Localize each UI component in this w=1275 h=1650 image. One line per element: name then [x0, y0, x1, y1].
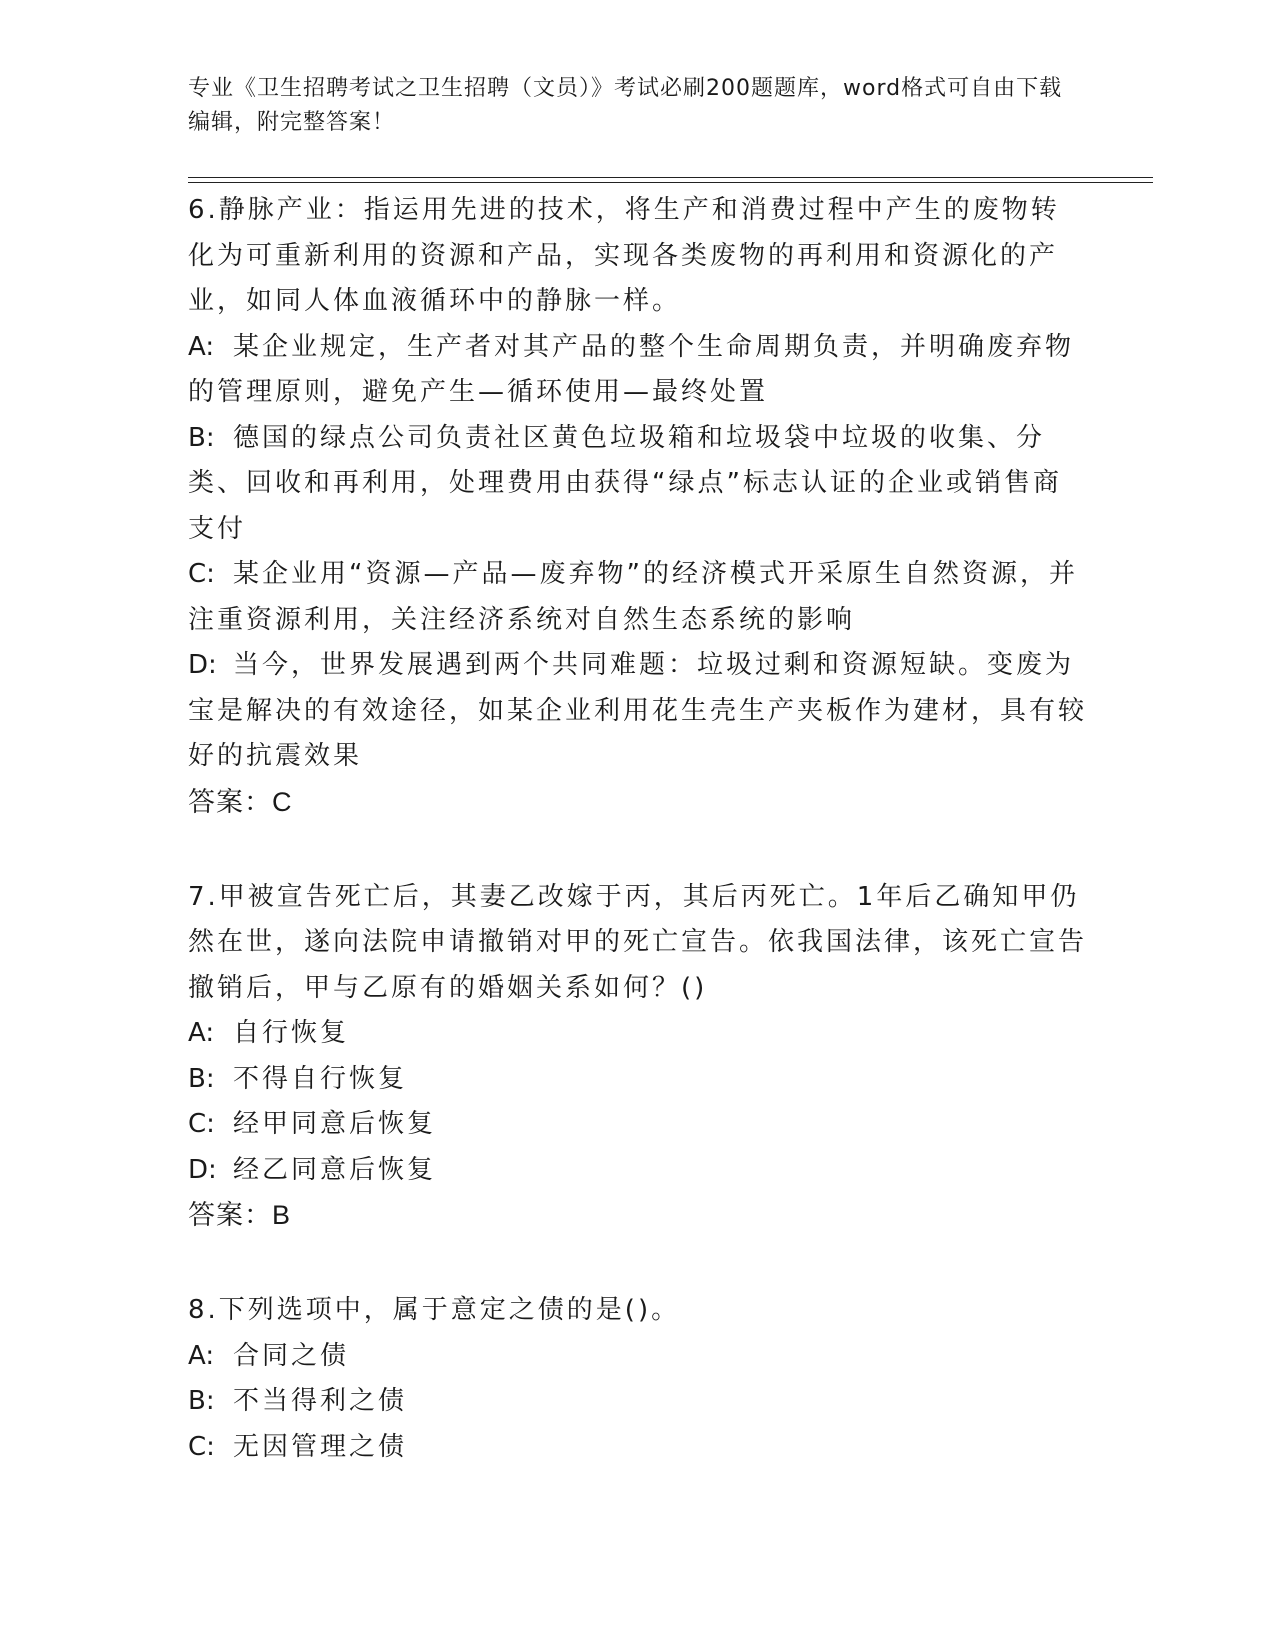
option-letter: B: [188, 1063, 215, 1094]
option-letter: D: [188, 1154, 217, 1185]
option-text: 不当得利之债 [233, 1386, 408, 1416]
option-text: 某企业用“资源—产品—废弃物”的经济模式开采原生自然资源，并注重资源利用，关注经济系统对自然生态系统的影响 [188, 559, 1078, 635]
option-letter: A: [188, 1340, 215, 1371]
spacer [188, 825, 1088, 875]
option-text: 当今，世界发展遇到两个共同难题：垃圾过剩和资源短缺。变废为宝是解决的有效途径，如某企业利用花生壳生产夹板作为建材，具有较好的抗震效果 [188, 650, 1088, 771]
option-text: 合同之债 [233, 1340, 350, 1371]
option-d [188, 1148, 1088, 1194]
spacer [188, 1238, 1088, 1288]
option-text: 无因管理之债 [233, 1431, 408, 1462]
question-list [188, 188, 1088, 1470]
option-c [188, 552, 1088, 643]
option-a [188, 325, 1088, 416]
question-8 [188, 1288, 1088, 1470]
option-letter: D: [188, 650, 217, 680]
option-text: 不得自行恢复 [233, 1063, 408, 1094]
option-text: 自行恢复 [233, 1018, 350, 1048]
option-letter: C: [188, 559, 215, 589]
option-letter: A: [188, 331, 215, 362]
question-7 [188, 875, 1088, 1239]
option-text: 经乙同意后恢复 [233, 1154, 437, 1185]
header-divider [188, 177, 1153, 183]
option-c [188, 1102, 1088, 1148]
option-a [188, 1011, 1088, 1057]
option-text: 德国的绿点公司负责社区黄色垃圾箱和垃圾袋中垃圾的收集、分类、回收和再利用，处理费用由获得“绿点”标志认证的企业或销售商支付 [188, 422, 1062, 544]
document-header: 专业《卫生招聘考试之卫生招聘（文员）》考试必刷200题题库，word格式可自由下载编辑，附完整答案！ [188, 76, 1063, 135]
option-a [188, 1334, 1088, 1380]
option-letter: B: [188, 1386, 215, 1416]
question-6 [188, 188, 1088, 825]
question-stem: 7.甲被宣告死亡后，其妻乙改嫁于丙，其后丙死亡。1年后乙确知甲仍然在世，遂向法院申请撤销对甲的死亡宣告。依我国法律，该死亡宣告撤销后，甲与乙原有的婚姻关系如何？() [188, 881, 1088, 1003]
answer: 答案：C [188, 786, 293, 817]
option-letter: A: [188, 1018, 215, 1048]
option-d [188, 643, 1088, 780]
option-letter: C: [188, 1431, 215, 1462]
option-b [188, 416, 1088, 553]
option-letter: B: [188, 422, 215, 453]
question-stem: 6.静脉产业：指运用先进的技术，将生产和消费过程中产生的废物转化为可重新利用的资源和产品，实现各类废物的再利用和资源化的产业，如同人体血液循环中的静脉一样。 [188, 195, 1060, 316]
option-text: 某企业规定，生产者对其产品的整个生命周期负责，并明确废弃物的管理原则，避免产生—循环使用—最终处置 [188, 331, 1075, 407]
answer: 答案：B [188, 1200, 292, 1230]
option-b [188, 1379, 1088, 1425]
option-letter: C: [188, 1109, 215, 1139]
option-text: 经甲同意后恢复 [233, 1109, 437, 1139]
question-stem: 8.下列选项中，属于意定之债的是()。 [188, 1295, 681, 1325]
option-b [188, 1057, 1088, 1103]
option-c [188, 1425, 1088, 1471]
